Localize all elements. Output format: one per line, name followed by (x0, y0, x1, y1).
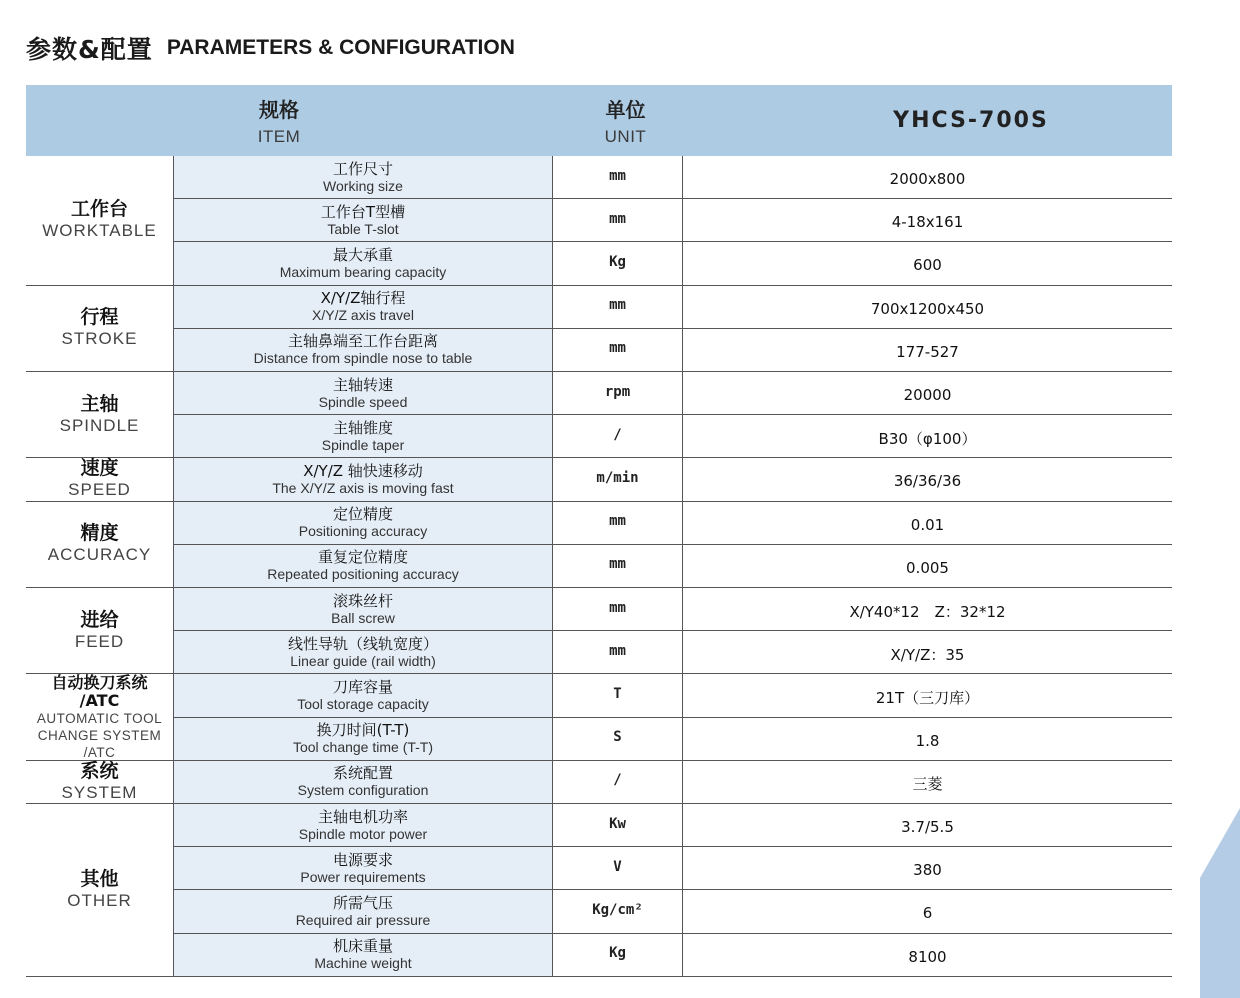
table-row (173, 847, 1172, 890)
row-item (173, 847, 553, 889)
header-model (676, 85, 1240, 156)
item-label-en: Spindle motor power (298, 825, 428, 842)
row-unit: mm (553, 286, 683, 328)
item-label-cn: 刀库容量 (332, 677, 393, 696)
table-row (173, 761, 1172, 804)
table-row (173, 242, 1172, 285)
row-value: B30（φ100） (878, 429, 977, 448)
item-label-cn: 定位精度 (332, 505, 393, 524)
table-header (26, 85, 1172, 156)
item-label-en: The X/Y/Z axis is moving fast (272, 479, 454, 496)
table-row (173, 458, 1172, 501)
item-label-cn: 工作台T型槽 (320, 202, 406, 221)
row-unit: mm (553, 156, 683, 198)
category-cn: 进给 (80, 608, 119, 631)
row-unit: Kg/cm² (553, 890, 683, 932)
row-value: 600 (913, 256, 942, 275)
category-cn: 系统 (80, 759, 119, 782)
row-item (173, 718, 553, 760)
item-label-cn: 换刀时间(T-T) (316, 721, 410, 740)
row-value: 700x1200x450 (870, 299, 985, 318)
item-label-en: Spindle taper (321, 436, 405, 453)
row-unit: m/min (553, 458, 683, 500)
category-en: FEED (74, 631, 125, 651)
row-item (173, 415, 553, 457)
row-item (173, 588, 553, 630)
row-item (173, 631, 553, 673)
model-name: YHCS-700S (893, 108, 1049, 133)
item-label-cn: 重复定位精度 (317, 548, 408, 567)
category-en: SPINDLE (59, 415, 140, 435)
row-value: 3.7/5.5 (901, 818, 954, 837)
category-en: STROKE (61, 329, 138, 349)
row-unit: / (553, 761, 683, 803)
category-cn: 主轴 (80, 392, 119, 415)
item-label-en: X/Y/Z axis travel (312, 307, 414, 324)
row-unit: rpm (553, 372, 683, 414)
row-item (173, 329, 553, 371)
row-item (173, 502, 553, 544)
row-value: 三菱 (912, 775, 943, 794)
item-label-cn: 滚珠丝杆 (332, 591, 393, 610)
row-value: 4-18x161 (891, 213, 964, 232)
header-unit-cn: 单位 (605, 98, 646, 122)
title-cn: 参数&配置 (26, 35, 153, 64)
row-unit: mm (553, 502, 683, 544)
category-cn: 自动换刀系统 /ATC (51, 672, 148, 710)
category-cell (26, 588, 173, 674)
row-value: 0.005 (906, 558, 949, 577)
item-label-en: Table T-slot (327, 220, 399, 237)
category-cell (26, 674, 173, 760)
row-item (173, 761, 553, 803)
row-unit: mm (553, 631, 683, 673)
item-label-cn: 主轴鼻端至工作台距离 (287, 332, 438, 351)
header-item (146, 85, 412, 156)
row-value: 0.01 (910, 515, 945, 534)
row-value: X/Y/Z：35 (890, 645, 965, 664)
row-unit: mm (553, 588, 683, 630)
row-value: 1.8 (915, 731, 940, 750)
corner-decoration (1200, 808, 1240, 998)
category-cell (26, 156, 173, 286)
item-label-en: Linear guide (rail width) (290, 652, 436, 669)
row-item (173, 242, 553, 284)
table-row (173, 631, 1172, 674)
category-en: SPEED (68, 480, 131, 500)
row-value: 8100 (908, 947, 947, 966)
category-cn: 工作台 (70, 198, 128, 221)
item-label-en: Ball screw (331, 609, 395, 626)
item-label-en: Tool storage capacity (297, 695, 429, 712)
item-label-en: Spindle speed (318, 393, 408, 410)
item-label-cn: 主轴锥度 (332, 418, 393, 437)
row-unit: Kg (553, 934, 683, 976)
title-en: PARAMETERS & CONFIGURATION (166, 36, 515, 59)
item-label-cn: 最大承重 (332, 245, 393, 264)
item-label-cn: 工作尺寸 (332, 159, 393, 178)
table-row (173, 199, 1172, 242)
row-unit: S (553, 718, 683, 760)
item-label-en: Distance from spindle nose to table (253, 350, 473, 367)
row-value: X/Y40*12 Z：32*12 (849, 602, 1006, 621)
row-item (173, 890, 553, 932)
item-label-cn: 所需气压 (332, 893, 393, 912)
item-label-cn: 主轴转速 (332, 375, 393, 394)
item-label-cn: X/Y/Z轴行程 (320, 289, 406, 308)
category-cn: 精度 (80, 522, 119, 545)
item-label-en: Repeated positioning accuracy (267, 566, 459, 583)
row-value: 21T（三刀库） (875, 688, 980, 707)
item-label-cn: 系统配置 (332, 764, 393, 783)
row-value: 36/36/36 (893, 472, 962, 491)
table-row (173, 890, 1172, 933)
row-unit: V (553, 847, 683, 889)
row-value: 177-527 (896, 342, 959, 361)
item-label-en: Positioning accuracy (298, 523, 428, 540)
table-row (173, 718, 1172, 761)
category-cn: 其他 (80, 867, 119, 890)
page-title (26, 30, 515, 66)
row-item (173, 199, 553, 241)
item-label-cn: X/Y/Z 轴快速移动 (303, 461, 423, 480)
row-unit: Kg (553, 242, 683, 284)
row-value: 2000x800 (889, 170, 966, 189)
category-en: OTHER (67, 890, 132, 910)
table-row (173, 329, 1172, 372)
table-row (173, 286, 1172, 329)
table-row (173, 372, 1172, 415)
category-en: SYSTEM (61, 782, 138, 802)
category-cell (26, 761, 173, 804)
item-label-en: Required air pressure (295, 911, 431, 928)
category-en: WORKTABLE (42, 221, 157, 241)
item-label-cn: 主轴电机功率 (317, 807, 408, 826)
item-label-en: Tool change time (T-T) (292, 739, 434, 756)
row-item (173, 156, 553, 198)
row-item (173, 545, 553, 587)
item-label-cn: 线性导轨（线轨宽度） (287, 634, 438, 653)
table-row (173, 545, 1172, 588)
row-item (173, 674, 553, 716)
category-en: ACCURACY (47, 545, 152, 565)
row-unit: Kw (553, 804, 683, 846)
row-item (173, 934, 553, 976)
row-value: 6 (922, 904, 933, 923)
table-row (173, 934, 1172, 977)
category-cell (26, 372, 173, 458)
row-unit: mm (553, 329, 683, 371)
table-row (173, 156, 1172, 199)
table-row (173, 588, 1172, 631)
row-unit: mm (553, 545, 683, 587)
header-item-cn: 规格 (259, 98, 299, 122)
category-cell (26, 804, 173, 977)
header-item-en: ITEM (257, 127, 301, 146)
item-label-en: Maximum bearing capacity (279, 263, 447, 280)
row-value: 20000 (903, 386, 952, 405)
row-unit: / (553, 415, 683, 457)
row-item (173, 804, 553, 846)
row-item (173, 372, 553, 414)
category-en: AUTOMATIC TOOL CHANGE SYSTEM /ATC (36, 710, 163, 760)
table-row (173, 502, 1172, 545)
category-cell (26, 286, 173, 372)
table-row (173, 674, 1172, 717)
table-row (173, 804, 1172, 847)
row-item (173, 286, 553, 328)
row-item (173, 458, 553, 500)
item-label-en: Working size (323, 177, 403, 194)
category-cn: 行程 (80, 306, 119, 329)
row-value: 380 (913, 861, 942, 880)
item-label-cn: 机床重量 (332, 937, 393, 956)
item-label-en: Power requirements (300, 868, 426, 885)
table-row (173, 415, 1172, 458)
item-label-en: System configuration (297, 782, 429, 799)
item-label-cn: 电源要求 (332, 850, 393, 869)
category-cn: 速度 (80, 457, 119, 480)
row-unit: T (553, 674, 683, 716)
item-label-en: Machine weight (314, 955, 412, 972)
row-unit: mm (553, 199, 683, 241)
category-cell (26, 502, 173, 588)
header-unit-en: UNIT (604, 127, 647, 146)
spec-table (26, 156, 1172, 976)
category-cell (26, 458, 173, 501)
